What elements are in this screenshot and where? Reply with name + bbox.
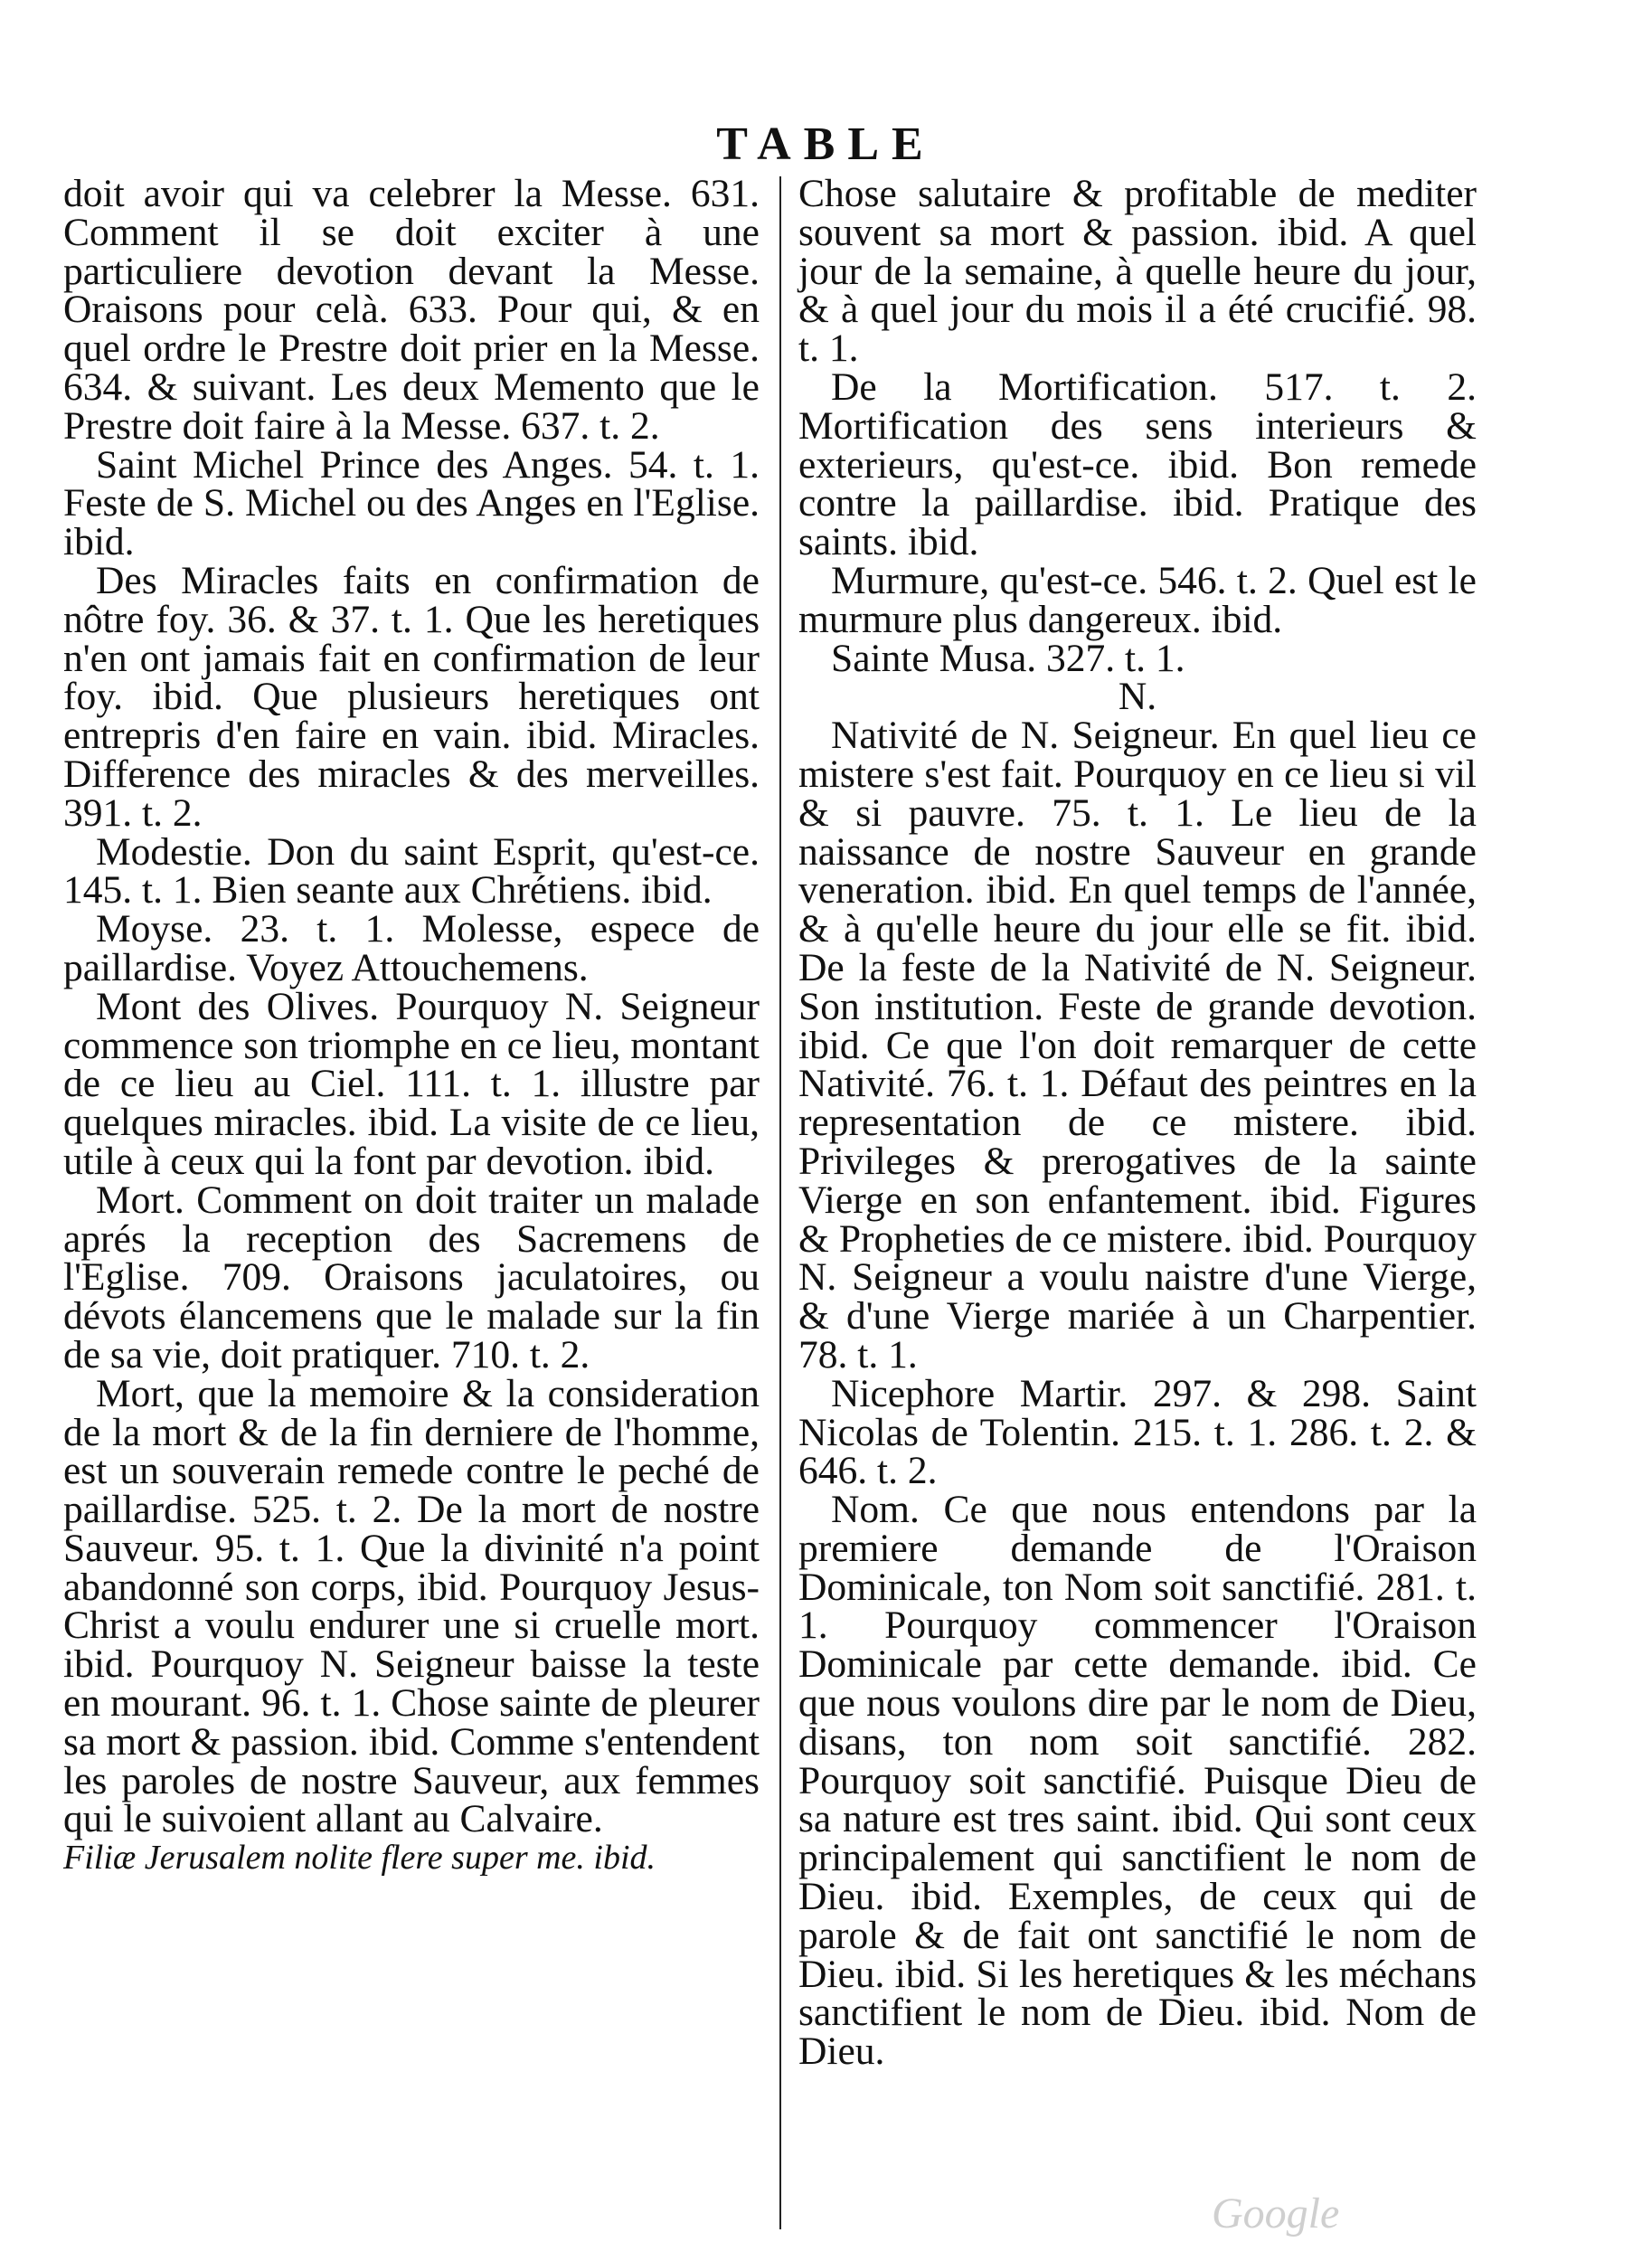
- column-divider: [779, 176, 781, 2229]
- index-entry: De la Mortification. 517. t. 2. Mortification des sens interieurs & exterieurs, qu'est-ce. ibid. Bon remede contre la paillardise. ibid. Pratique des saints. ibid.: [798, 364, 1477, 564]
- index-entry: doit avoir qui va celebrer la Messe. 631. Comment il se doit exciter à une particuliere devotion devant la Messe. Oraisons pour celà. 633. Pour qui, & en quel ordre le Prestre doit prier en la Messe. 634. & suivant. Les deux Memento que le Prestre doit faire à la Messe. 637. t. 2.: [63, 172, 760, 448]
- index-entry: Saint Michel Prince des Anges. 54. t. 1. Feste de S. Michel ou des Anges en l'Eglise. ibid.: [63, 442, 760, 564]
- index-entry: Mort, que la memoire & la consideration de la mort & de la fin derniere de l'homme, est un souverain remede contre le peché de paillardise. 525. t. 2. De la mort de nostre Sauveur. 95. t. 1. Que la divinité n'a point abandonné son corps, ibid. Pourquoy Jesus-Christ a voulu endurer une si cruelle mort. ibid. Pourquoy N. Seigneur baisse la teste en mourant. 96. t. 1. Chose sainte de pleurer sa mort & passion. ibid. Comme s'entendent les paroles de nostre Sauveur, aux femmes qui le suivoient allant au Calvaire.: [63, 1371, 760, 1841]
- index-entry: Modestie. Don du saint Esprit, qu'est-ce. 145. t. 1. Bien seante aux Chrétiens. ibid.: [63, 829, 760, 913]
- index-entry: Des Miracles faits en confirmation de nôtre foy. 36. & 37. t. 1. Que les heretiques n'en ont jamais fait en confirmation de leur foy. ibid. Que plusieurs heretiques ont entrepris d'en faire en vain. ibid. Miracles. Difference des miracles & des merveilles. 391. t. 2.: [63, 558, 760, 835]
- index-entry: Mont des Olives. Pourquoy N. Seigneur commence son triomphe en ce lieu, montant de ce lieu au Ciel. 111. t. 1. illustre par quelques miracles. ibid. La visite de ce lieu, utile à ceux qui la font par devotion. ibid.: [63, 984, 760, 1183]
- index-entry: Nom. Ce que nous entendons par la premiere demande de l'Oraison Dominicale, ton Nom soit sanctifié. 281. t. 1. Pourquoy commencer l'Oraison Dominicale par cette demande. ibid. Ce que nous voulons dire par le nom de Dieu, disans, ton nom soit sanctifié. 282. Pourquoy soit sanctifié. Puisque Dieu de sa nature est tres saint. ibid. Qui sont ceux principalement qui sanctifient le nom de Dieu. ibid. Exemples, de ceux qui de parole & de fait ont sanctifié le nom de Dieu. ibid. Si les heretiques & les méchans sanctifient le nom de Dieu. ibid. Nom de Dieu.: [798, 1488, 1477, 2074]
- right-column: [798, 172, 1477, 2074]
- index-entry: Sainte Musa. 327. t. 1.: [831, 636, 1185, 680]
- index-entry: Chose salutaire & profitable de mediter souvent sa mort & passion. ibid. A quel jour de la semaine, à quelle heure du jour, & à quel jour du mois il a été crucifié. 98. t. 1.: [798, 172, 1477, 371]
- index-entry: Nicephore Martir. 297. & 298. Saint Nicolas de Tolentin. 215. t. 1. 286. t. 2. & 646. t. 2.: [798, 1371, 1477, 1493]
- index-entry: Mort. Comment on doit traiter un malade aprés la reception des Sacremens de l'Eglise. 709. Oraisons jaculatoires, ou dévots élancemens que le malade sur la fin de sa vie, doit pratiquer. 710. t. 2.: [63, 1178, 760, 1376]
- left-column: [63, 172, 760, 1878]
- index-entry: Nativité de N. Seigneur. En quel lieu ce mistere s'est fait. Pourquoy en ce lieu si vil & si pauvre. 75. t. 1. Le lieu de la naissance de nostre Sauveur en grande veneration. ibid. En quel temps de l'année, & à qu'elle heure du jour elle se fit. ibid. De la feste de la Nativité de N. Seigneur. Son institution. Feste de grande devotion. ibid. Ce que l'on doit remarquer de cette Nativité. 76. t. 1. Défaut des peintres en la representation de ce mistere. ibid. Privileges & prerogatives de la sainte Vierge en son enfantement. ibid. Figures & Propheties de ce mistere. ibid. Pourquoy N. Seigneur a voulu naistre d'une Vierge, & d'une Vierge mariée à un Charpentier. 78. t. 1.: [798, 714, 1477, 1376]
- index-entry: Murmure, qu'est-ce. 546. t. 2. Quel est le murmure plus dangereux. ibid.: [798, 558, 1477, 641]
- index-entry: Moyse. 23. t. 1. Molesse, espece de paillardise. Voyez Attouchemens.: [63, 907, 760, 989]
- google-watermark: Google: [1212, 2190, 1340, 2237]
- section-letter: N.: [1118, 675, 1157, 719]
- page-title: TABLE: [716, 118, 936, 170]
- index-entry-latin: Filiæ Jerusalem nolite flere super me. ibid.: [63, 1839, 656, 1878]
